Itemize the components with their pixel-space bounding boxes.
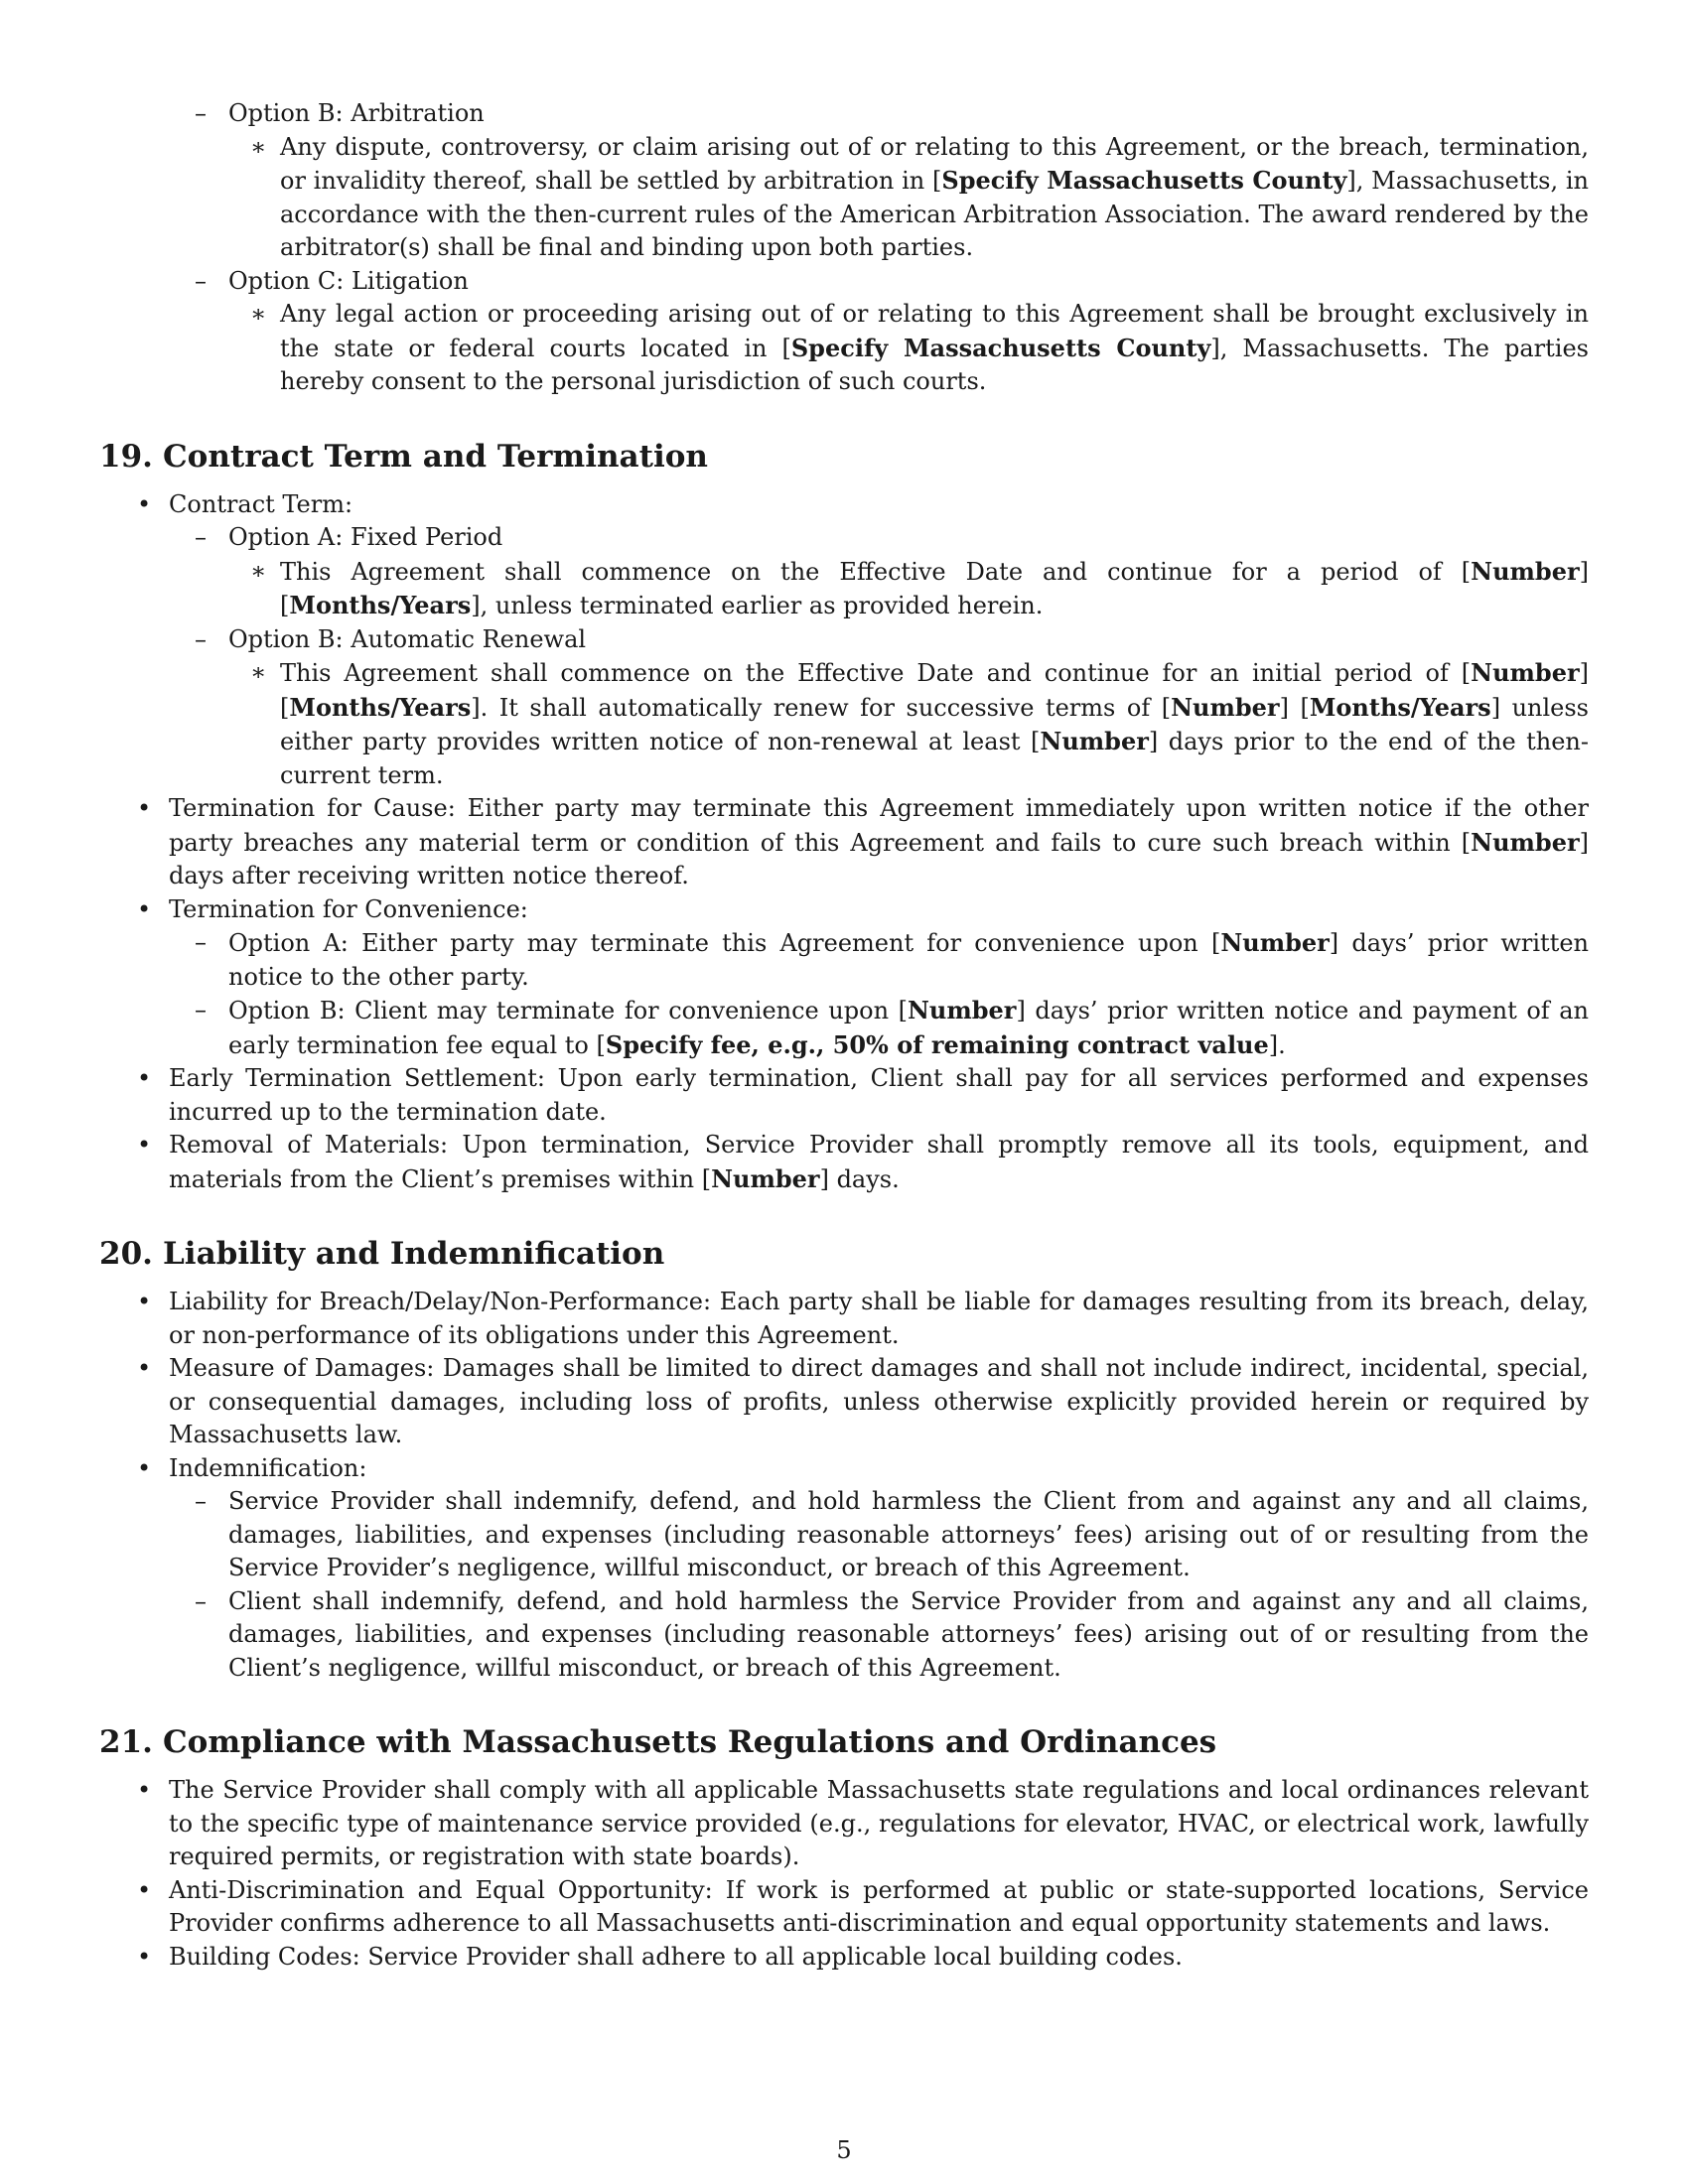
dash-marker: – [195,523,207,551]
option-c-litigation: – Option C: Litigation [99,265,1589,299]
convenience-option-a: – Option A: Either party may terminate this Agreement for convenience upon [Number] days’ prior written notice to the other party. [195,928,1589,991]
page-number: 5 [836,2136,852,2164]
bullet-marker: • [137,794,152,822]
indemnification-service-provider: – Service Provider shall indemnify, defend, and hold harmless the Client from and against any and all claims, damages, liabilities, and expenses (including reasonable attorneys’ fees) arising out of or resulting from the Service Provider’s negligence, willful misconduct, or breach of this Agreement. [195,1487,1589,1581]
section-20-heading: 20. Liability and Indemnification [99,1236,665,1272]
dash-marker: – [195,996,207,1024]
termination-for-cause-item: • Termination for Cause: Either party may terminate this Agreement immediately upon written notice if the other party breaches any material term or condition of this Agreement and fails to cure such breach within [Number] days after receiving written notice thereof. [137,794,1589,889]
bullet-marker: • [137,489,152,518]
star-marker: ∗ [250,658,267,686]
regulations-compliance-item: • The Service Provider shall comply with all applicable Massachusetts state regulations and local ordinances relevant to the specific type of maintenance service provided (e.g., regulations for elevator, HVAC, or electrical work, lawfully required permits, or registration with state boards). [137,1776,1589,1870]
bullet-marker: • [137,1131,152,1159]
measure-of-damages-item: • Measure of Damages: Damages shall be limited to direct damages and shall not include indirect, incidental, special, or consequential damages, including loss of profits, unless otherwise explicitly provided herein or required by Massachusetts law. [137,1354,1589,1448]
bullet-marker: • [137,894,152,923]
indemnification-item: • Indemnification: [99,1452,1589,1486]
bullet-marker: • [137,1942,152,1971]
dash-marker: – [195,1586,207,1615]
bullet-marker: • [137,1453,152,1482]
star-marker: ∗ [250,300,267,328]
termination-for-convenience-item: • Termination for Convenience: [99,893,1589,927]
option-b-automatic-renewal-text: ∗ This Agreement shall commence on the Effective Date and continue for an initial period of [Number] [Months/Years]. It shall automatically renew for successive terms of [Number] [Months/Years] unless either party provides written notice of non-renewal at least [Number] days prior to the end of the then-current term. [250,658,1589,789]
dash-marker: – [195,99,207,127]
bullet-marker: • [137,1064,152,1092]
early-termination-settlement-item: • Early Termination Settlement: Upon early termination, Client shall pay for all services performed and expenses incurred up to the termination date. [137,1064,1589,1126]
contract-term-item: • Contract Term: [99,488,1589,522]
section-21-heading: 21. Compliance with Massachusetts Regulations and Ordinances [99,1724,1217,1760]
convenience-option-b: – Option B: Client may terminate for convenience upon [Number] days’ prior written notice and payment of an early termination fee equal to [Specify fee, e.g., 50% of remaining contract value]. [195,996,1589,1059]
dash-marker: – [195,624,207,653]
bullet-marker: • [137,1354,152,1382]
option-b-arbitration-text: ∗ Any dispute, controversy, or claim arising out of or relating to this Agreement, or the breach, termination, or invalidity thereof, shall be settled by arbitration in [Specify Massachusetts County], Massachusetts, in accordance with the then-current rules of the American Arbitration Association. The award rendered by the arbitrator(s) shall be final and binding upon both parties. [250,132,1589,261]
option-a-fixed-period-text: ∗ This Agreement shall commence on the Effective Date and continue for a period of [Number] [Months/Years], unless terminated earlier as provided herein. [250,556,1589,619]
bullet-marker: • [137,1776,152,1804]
dash-marker: – [195,928,207,956]
option-b-automatic-renewal: – Option B: Automatic Renewal [99,623,1589,657]
anti-discrimination-item: • Anti-Discrimination and Equal Opportunity: If work is performed at public or state-supported locations, Service Provider confirms adherence to all Massachusetts anti-discrimination and equal opportunity statements and laws. [137,1875,1589,1937]
star-marker: ∗ [250,556,267,585]
building-codes-item: • Building Codes: Service Provider shall adhere to all applicable local building codes. [99,1941,1589,1975]
bullet-marker: • [137,1875,152,1904]
section-19-heading: 19. Contract Term and Termination [99,438,708,475]
dash-marker: – [195,1487,207,1515]
option-c-litigation-text: ∗ Any legal action or proceeding arising out of or relating to this Agreement shall be brought exclusively in the state or federal courts located in [Specify Massachusetts County], Massachusetts. The parties hereby consent to the personal jurisdiction of such courts. [250,300,1589,395]
bullet-marker: • [137,1288,152,1315]
option-a-fixed-period: – Option A: Fixed Period [99,521,1589,555]
indemnification-client: – Client shall indemnify, defend, and hold harmless the Service Provider from and against any and all claims, damages, liabilities, and expenses (including reasonable attorneys’ fees) arising out of or resulting from the Client’s negligence, willful misconduct, or breach of this Agreement. [195,1586,1589,1682]
dash-marker: – [195,266,207,295]
removal-of-materials-item: • Removal of Materials: Upon termination, Service Provider shall promptly remove all its tools, equipment, and materials from the Client’s premises within [Number] days. [137,1131,1589,1193]
document-body [99,97,1589,1974]
option-b-arbitration: – Option B: Arbitration [99,97,1589,131]
liability-item: • Liability for Breach/Delay/Non-Performance: Each party shall be liable for damages resulting from its breach, delay, or non-performance of its obligations under this Agreement. [137,1288,1589,1349]
star-marker: ∗ [250,132,267,161]
